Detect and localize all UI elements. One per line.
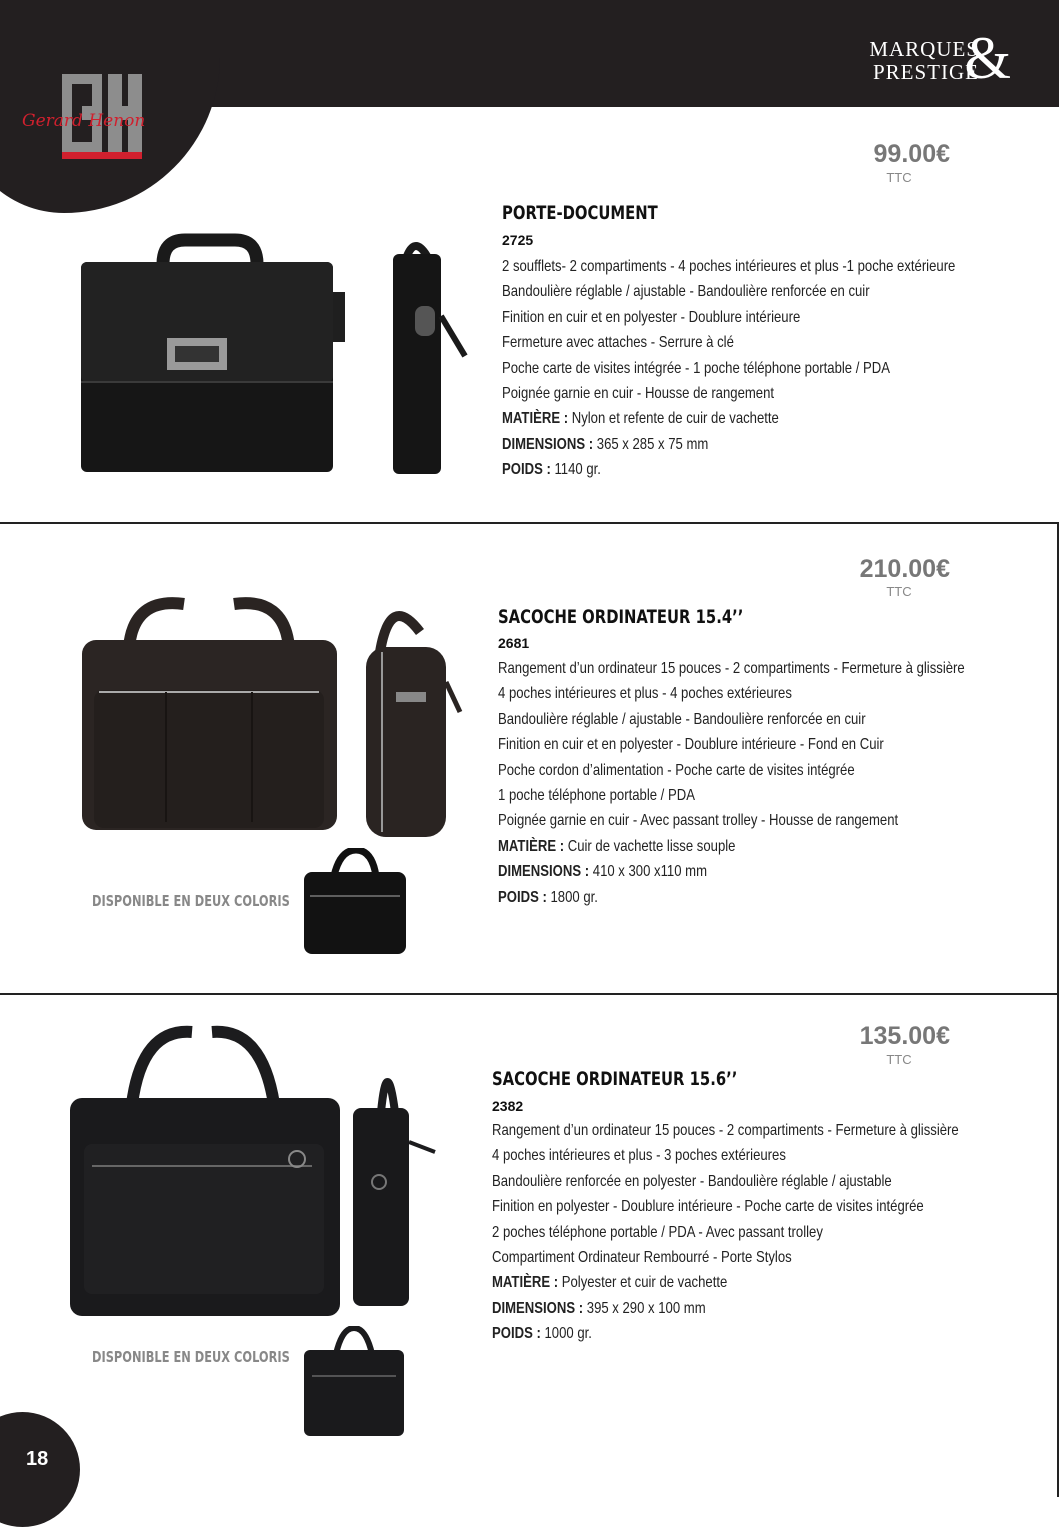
- product-1-description: [502, 254, 955, 483]
- product-2-ttc: TTC: [886, 584, 912, 599]
- product-2-title: SACOCHE ORDINATEUR 15.4’’: [498, 606, 744, 628]
- feature-line: Poignée garnie en cuir - Avec passant trolley - Housse de rangement: [498, 812, 899, 830]
- spec-material: MATIÈRE : Polyester et cuir de vachette: [492, 1274, 728, 1292]
- spec-material: MATIÈRE : Nylon et refente de cuir de vachette: [502, 410, 779, 428]
- feature-line: Rangement d’un ordinateur 15 pouces - 2 compartiments - Fermeture à glissière: [492, 1122, 959, 1139]
- brand-ampersand: &: [964, 25, 1011, 91]
- product-3-ttc: TTC: [886, 1052, 912, 1067]
- product-2-side-image: [360, 592, 465, 842]
- brand-logo: [20, 72, 190, 167]
- feature-line: Finition en cuir et en polyester - Doublure intérieure - Fond en Cuir: [498, 736, 884, 754]
- product-1-price: 99.00€: [873, 140, 950, 168]
- brand-line-1: MARQUES: [869, 37, 979, 61]
- feature-line: Rangement d’un ordinateur 15 pouces - 2 compartiments - Fermeture à glissière: [498, 660, 965, 677]
- product-2-front-image: [74, 592, 344, 842]
- spec-weight: POIDS : 1140 gr.: [502, 461, 601, 479]
- product-3-front-image: [62, 1024, 347, 1319]
- feature-line: Fermeture avec attaches - Serrure à clé: [502, 334, 734, 352]
- brand-name: [869, 38, 979, 84]
- section-divider: [0, 522, 1059, 524]
- spec-material: MATIÈRE : Cuir de vachette lisse souple: [498, 837, 736, 855]
- spec-weight: POIDS : 1000 gr.: [492, 1325, 592, 1343]
- product-3-description: [492, 1118, 959, 1347]
- page-number: 18: [26, 1448, 49, 1470]
- feature-line: Bandoulière réglable / ajustable - Bandoulière renforcée en cuir: [502, 283, 870, 301]
- product-1-front-image: [75, 232, 345, 477]
- product-1-ref: 2725: [502, 232, 534, 248]
- product-2-description: [498, 656, 965, 910]
- product-3-side-image: [345, 1052, 440, 1310]
- feature-line: Poche carte de visites intégrée - 1 poche téléphone portable / PDA: [502, 359, 891, 377]
- feature-line: 1 poche téléphone portable / PDA: [498, 787, 695, 805]
- product-2-availability: DISPONIBLE EN DEUX COLORIS: [92, 892, 290, 910]
- brand-line-2: PRESTIGE: [872, 60, 979, 84]
- feature-line: Poche cordon d’alimentation - Poche carte de visites intégrée: [498, 761, 855, 779]
- product-3-title: SACOCHE ORDINATEUR 15.6’’: [492, 1068, 738, 1090]
- product-3-color-variant-image: [300, 1326, 408, 1438]
- feature-line: Finition en polyester - Doublure intérieure - Poche carte de visites intégrée: [492, 1198, 924, 1216]
- product-3-price: 135.00€: [859, 1022, 950, 1050]
- spec-dimensions: DIMENSIONS : 395 x 290 x 100 mm: [492, 1299, 706, 1317]
- section-divider: [0, 993, 1059, 995]
- feature-line: Bandoulière renforcée en polyester - Bandoulière réglable / ajustable: [492, 1172, 892, 1190]
- spec-dimensions: DIMENSIONS : 410 x 300 x110 mm: [498, 863, 708, 881]
- feature-line: Bandoulière réglable / ajustable - Bandoulière renforcée en cuir: [498, 710, 866, 728]
- product-1-side-image: [385, 236, 470, 476]
- feature-line: Poignée garnie en cuir - Housse de rangement: [502, 385, 775, 403]
- product-2-ref: 2681: [498, 635, 530, 651]
- feature-line: 2 soufflets- 2 compartiments - 4 poches intérieures et plus -1 poche extérieure: [502, 258, 956, 275]
- spec-dimensions: DIMENSIONS : 365 x 285 x 75 mm: [502, 435, 709, 453]
- product-1-title: PORTE-DOCUMENT: [502, 202, 658, 224]
- feature-line: 4 poches intérieures et plus - 3 poches extérieures: [492, 1147, 786, 1165]
- product-3-availability: DISPONIBLE EN DEUX COLORIS: [92, 1348, 290, 1366]
- feature-line: 4 poches intérieures et plus - 4 poches extérieures: [498, 685, 792, 703]
- feature-line: Compartiment Ordinateur Rembourré - Porte Stylos: [492, 1249, 792, 1267]
- feature-line: 2 poches téléphone portable / PDA - Avec passant trolley: [492, 1223, 823, 1241]
- product-3-ref: 2382: [492, 1098, 524, 1114]
- product-2-color-variant-image: [300, 848, 410, 958]
- logo-signature: Gerard Henon: [22, 111, 146, 131]
- feature-line: Finition en cuir et en polyester - Doublure intérieure: [502, 308, 801, 326]
- spec-weight: POIDS : 1800 gr.: [498, 888, 598, 906]
- product-1-ttc: TTC: [886, 170, 912, 185]
- product-2-price: 210.00€: [859, 555, 950, 583]
